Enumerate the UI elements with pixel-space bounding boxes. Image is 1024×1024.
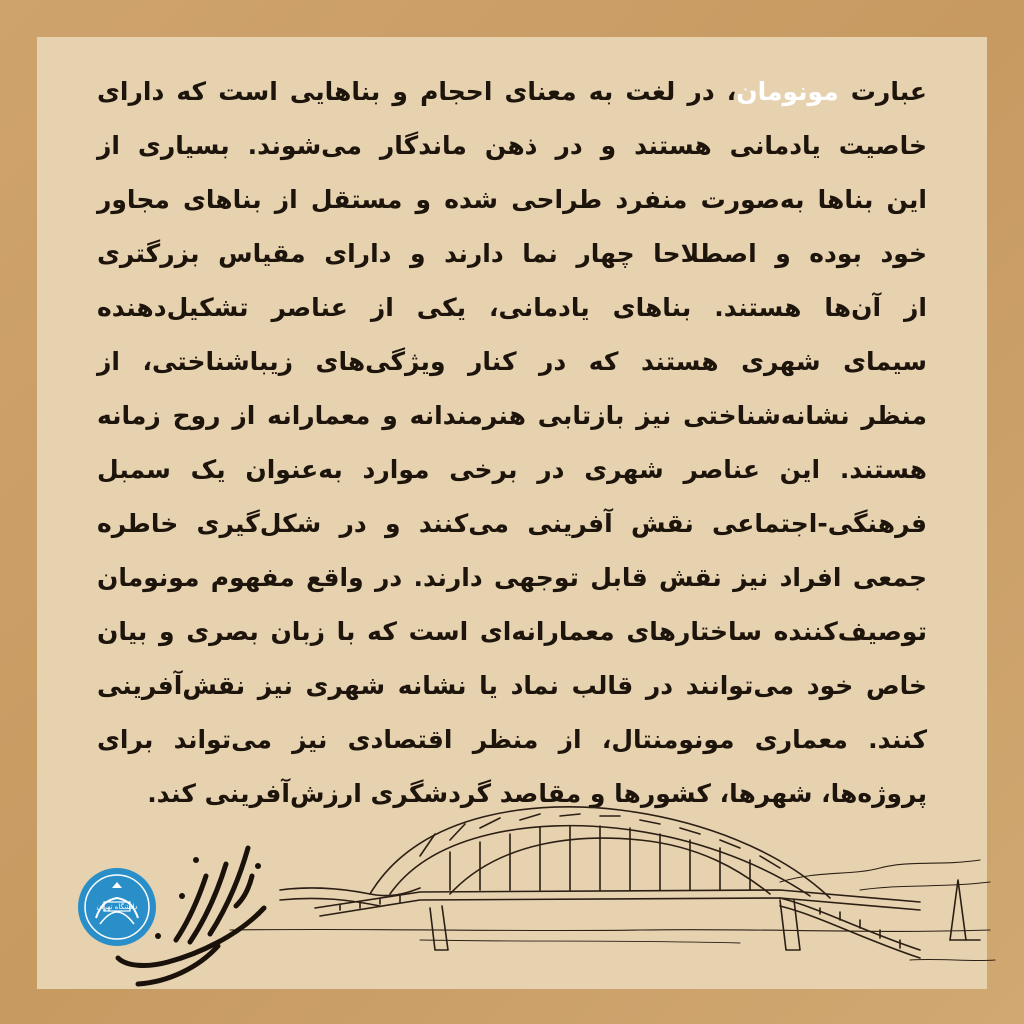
text-line-13: کنند. معماری مونومنتال، از منظر اقتصادی نیز می‌تواند برای — [97, 725, 927, 754]
text-line-12: خاص خود می‌توانند در قالب نماد یا نشانه شهری نیز نقش‌آفرینی — [97, 671, 927, 700]
bridge-illustration — [220, 790, 1000, 990]
text-line-1 — [97, 65, 927, 119]
fine-arts-script-logo — [98, 836, 278, 992]
text-segment: عبارت — [838, 77, 927, 106]
text-line-7: منظر نشانه‌شناختی نیز بازتابی هنرمندانه و معمارانه از روح زمانه — [97, 401, 927, 430]
text-line-5: از آن‌ها هستند. بناهای یادمانی، یکی از عناصر تشکیل‌دهنده — [97, 293, 927, 322]
text-line-14: پروژه‌ها، شهرها، کشورها و مقاصد گردشگری ارزش‌آفرینی کند. — [147, 779, 927, 808]
text-line-2: خاصیت یادمانی هستند و در ذهن ماندگار می‌شوند. بسیاری از — [97, 131, 927, 160]
seal-text: دانشگاه تهران — [96, 903, 138, 911]
text-line-9: فرهنگی-اجتماعی نقش آفرینی می‌کنند و در شکل‌گیری خاطره — [97, 509, 927, 538]
text-line-6: سیمای شهری هستند که در کنار ویژگی‌های زیباشناختی، از — [97, 347, 927, 376]
text-line-4: خود بوده و اصطلاحا چهار نما دارند و دارای مقیاس بزرگتری — [97, 239, 927, 268]
highlighted-term: مونومان — [736, 77, 839, 106]
text-line-3: این بناها به‌صورت منفرد طراحی شده و مستقل از بناهای مجاور — [97, 185, 927, 214]
text-segment: ، در لغت به معنای احجام و بناهایی است که دارای — [97, 77, 737, 106]
body-text — [97, 65, 927, 821]
text-line-11: توصیف‌کننده ساختارهای معمارانه‌ای است که با زبان بصری و بیان — [97, 617, 927, 646]
text-line-8: هستند. این عناصر شهری در برخی موارد به‌عنوان یک سمبل — [97, 455, 927, 484]
text-line-10: جمعی افراد نیز نقش قابل توجهی دارند. در واقع مفهوم مونومان — [97, 563, 927, 592]
